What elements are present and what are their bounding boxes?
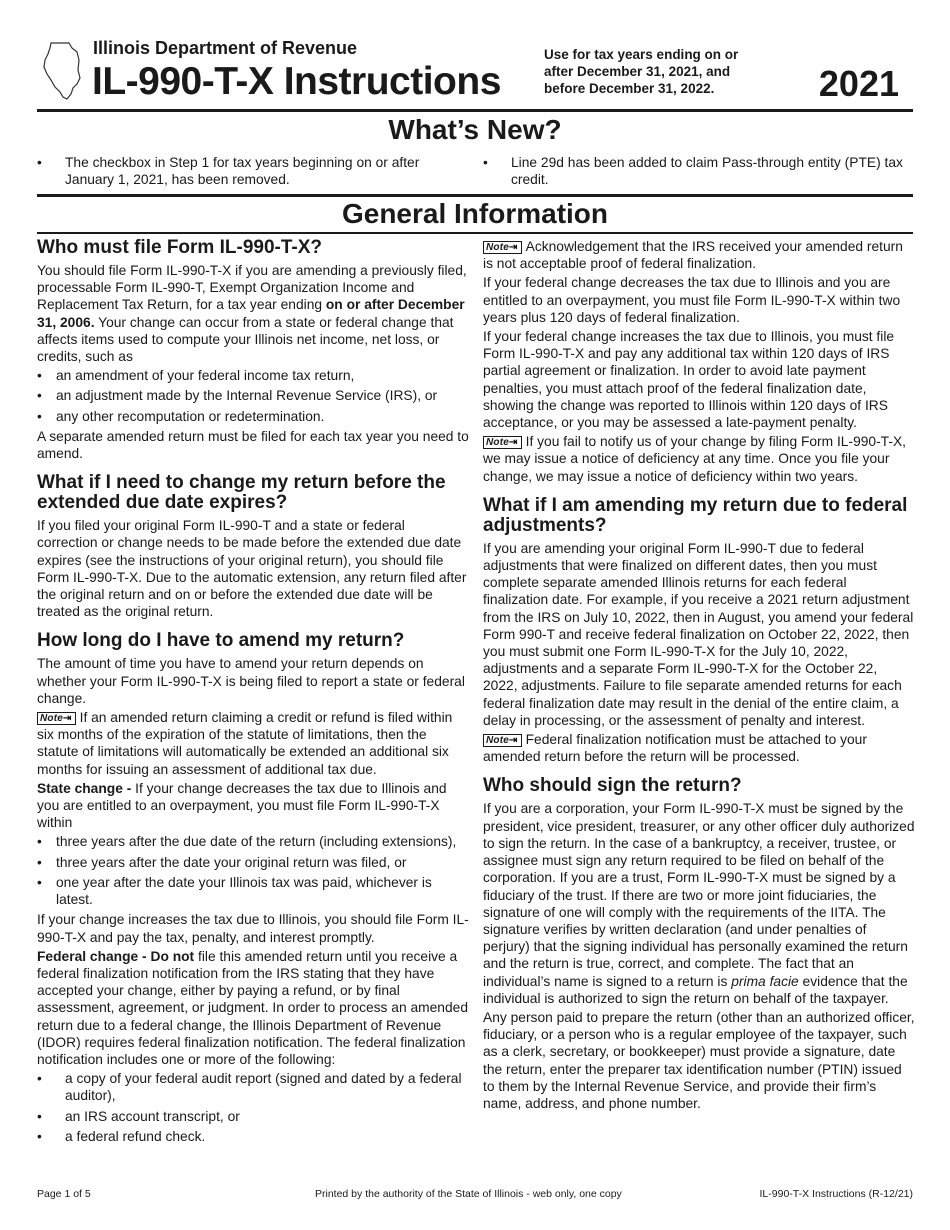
note-label: Note xyxy=(40,713,64,725)
bullet-list xyxy=(37,367,469,425)
text: evidence that the individual is authorized to sign the return on behalf of the taxpayer. xyxy=(483,973,908,1006)
paragraph: If your federal change increases the tax due to Illinois, you must file Form IL-990-T-X and pay any additional tax within 120 days of IRS partial agreement or finalization. In order to avoid late payment penalties, you must attach proof of the federal finalization date, showing the change was reported to Illinois within 120 days of IRS acceptance, or you may be assessed a late-payment penalty. xyxy=(483,329,895,431)
note-label: Note xyxy=(486,735,510,747)
note-icon: Note⇥ xyxy=(483,241,522,254)
note-paragraph xyxy=(483,433,915,485)
use-line-3: before December 31, 2022. xyxy=(544,81,715,96)
list-item: • an adjustment made by the Internal Revenue Service (IRS), or xyxy=(37,387,469,404)
right-column xyxy=(483,238,915,1114)
bullet-icon: • xyxy=(483,155,488,170)
whats-new-title: What’s New? xyxy=(388,114,562,145)
text: Federal finalization notification must be attached to your amended return before the return will be processed. xyxy=(483,732,867,765)
note-paragraph xyxy=(37,709,469,778)
text: If you are a corporation, your Form IL-990-T-X must be signed by the president, vice president, treasurer, or any other officer duly authorized to sign the return. In the case of a bankruptcy, a receiver, trustee, or assignee must sign any return required to be filed on behalf of the corporation. If you are a trust, Form IL-990-T-X must be signed by a fiduciary of the trust. If there are two or more joint fiduciaries, the signature of one will comply with the requirements of the IITA. The signature verifies by written declaration (and under penalties of perjury) that the signing individual has personally examined the return and the return is true, correct, and complete. The fact that an individual’s name is signed to a return is xyxy=(483,801,915,989)
use-line-1: Use for tax years ending on or xyxy=(544,47,739,62)
tax-year: 2021 xyxy=(818,63,899,104)
section-heading: How long do I have to amend my return? xyxy=(37,630,405,652)
text: file this amended return until you receive a federal finalization notification from the IRS stating that they have accepted your change, either by paying a refund, or by final assessment, agreement, or judgment. In order to process an amended return due to a federal change, the Illinois Department of Revenue (IDOR) requires federal finalization notification. The federal finalization notification includes one or more of the following: xyxy=(37,948,469,1067)
section-heading: What if I need to change my return before the extended due date expires? xyxy=(37,472,446,514)
note-label: Note xyxy=(486,242,510,253)
list-item: • any other recomputation or redetermination. xyxy=(37,408,469,425)
note-paragraph xyxy=(483,238,915,272)
bold-text: on or after December 31, 2006. xyxy=(37,297,465,330)
text: If your change decreases the tax due to Illinois and you are entitled to an overpayment, you must file Form IL-990-T-X within xyxy=(37,780,447,831)
bullet-list xyxy=(37,833,469,908)
note-icon: Note⇥ xyxy=(483,734,522,747)
tax-year-applicability xyxy=(544,46,774,97)
paragraph: If you filed your original Form IL-990-T and a state or federal correction or change needs to be made before the extended due date expires (see the instructions of your original return), you should file Form IL-990-T-X. Due to the automatic extension, any return filed after the original return and on or before the extended due date will be treated as the original return. xyxy=(37,518,467,620)
paragraph xyxy=(37,780,469,832)
bullet-icon: • xyxy=(37,155,42,170)
section-heading: Who must file Form IL-990-T-X? xyxy=(37,237,323,258)
paragraph: If your federal change decreases the tax due to Illinois and you are entitled to an overpayment, you must file Form IL-990-T-X within two years plus 120 days of federal finalization. xyxy=(483,275,901,325)
page-number: Page 1 of 5 xyxy=(37,1188,91,1200)
list-item: • an amendment of your federal income tax return, xyxy=(37,367,469,384)
section-rule xyxy=(37,232,913,234)
section-heading: Who should sign the return? xyxy=(483,775,742,797)
header-rule xyxy=(37,109,913,112)
left-column xyxy=(37,238,469,1148)
list-item: • three years after the date your original return was filed, or xyxy=(37,854,469,871)
section-heading: What if I am amending my return due to federal adjustments? xyxy=(483,494,908,536)
paragraph: The amount of time you have to amend your return depends on whether your Form IL-990-T-X is being filed to report a state or federal change. xyxy=(37,656,465,706)
paragraph xyxy=(483,800,915,1006)
list-item: • three years after the due date of the return (including extensions), xyxy=(37,833,469,850)
document-page xyxy=(37,0,913,1230)
whats-new-item xyxy=(483,154,913,188)
paragraph: Any person paid to prepare the return (other than an authorized officer, fiduciary, or a person who is a regular employee of the taxpayer, such as a clerk, secretary, or bookkeeper) must provide a signature, date the return, enter the preparer tax identification number (PTIN) issued to them by the Internal Revenue Service, and provide their firm’s name, address, and phone number. xyxy=(483,1009,915,1111)
paragraph xyxy=(37,262,469,365)
whats-new-item-text: The checkbox in Step 1 for tax years beginning on or after January 1, 2021, has been removed. xyxy=(65,155,420,187)
paragraph xyxy=(37,948,469,1068)
text: Acknowledgement that the IRS received your amended return is not acceptable proof of federal finalization. xyxy=(483,239,903,272)
whats-new-item xyxy=(37,154,437,188)
page-header xyxy=(37,36,913,108)
note-icon: Note⇥ xyxy=(37,712,76,725)
section-rule xyxy=(37,194,913,197)
paragraph: If your change increases the tax due to Illinois, you should file Form IL-990-T-X and pay the tax, penalty, and interest promptly. xyxy=(37,912,469,945)
note-paragraph xyxy=(483,731,915,765)
list-item: • a federal refund check. xyxy=(37,1128,469,1145)
text: Your change can occur from a state or federal change that affects items used to compute your Illinois net income, net loss, or credits, such as xyxy=(37,314,454,365)
list-item: • one year after the date your Illinois tax was paid, whichever is latest. xyxy=(37,874,469,908)
italic-text: prima facie xyxy=(731,973,799,989)
use-line-2: after December 31, 2021, and xyxy=(544,64,731,79)
general-information-title: General Information xyxy=(341,198,609,229)
department-name: Illinois Department of Revenue xyxy=(93,38,358,58)
illinois-state-outline-icon xyxy=(39,40,85,102)
form-revision-id: IL-990-T-X Instructions (R-12/21) xyxy=(759,1188,913,1200)
form-title: IL-990-T-X Instructions xyxy=(92,60,501,103)
list-item: • an IRS account transcript, or xyxy=(37,1108,469,1125)
text: You should file Form IL-990-T-X if you are amending a previously filed, processable Form IL-990-T, Exempt Organization Income and Replacement Tax Return, for a tax year ending xyxy=(37,263,467,313)
bullet-list xyxy=(37,1070,469,1145)
bold-text: Federal change - Do not xyxy=(37,948,195,964)
bold-text: State change - xyxy=(37,780,132,796)
note-icon: Note⇥ xyxy=(483,436,522,449)
text: If an amended return claiming a credit or refund is filed within six months of the expiration of the statute of limitations, then the statute of limitations will automatically be extended an additional six months for issuing an assessment of additional tax due. xyxy=(37,710,453,777)
note-label: Note xyxy=(486,437,510,449)
printed-by-notice: Printed by the authority of the State of Illinois - web only, one copy xyxy=(315,1188,622,1200)
list-item: • a copy of your federal audit report (signed and dated by a federal auditor), xyxy=(37,1070,469,1104)
paragraph: If you are amending your original Form IL-990-T due to federal adjustments that were finalized on different dates, then you must complete separate amended Illinois returns for each federal finalization date. For example, if you receive a 2021 return adjustment from the IRS on July 10, 2022, then in August, you amend your federal Form 990-T and receive federal finalization on October 22, 2022, then you must submit one Form IL-990-T-X for the July 10, 2022, adjustments and a separate Form IL-990-T-X for the October 22, 2022, adjustments. Failure to file separate amended returns for each federal finalization date may result in the denial of the entire claim, a delay in processing, or the assessment of penalty and interest. xyxy=(483,540,914,728)
whats-new-item-text: Line 29d has been added to claim Pass-through entity (PTE) tax credit. xyxy=(511,155,903,187)
text: If you fail to notify us of your change by filing Form IL-990-T-X, we may issue a notice of deficiency at any time. Once you file your change, we may issue a notice of deficiency within two years. xyxy=(483,434,906,484)
paragraph: A separate amended return must be filed for each tax year you need to amend. xyxy=(37,428,469,462)
